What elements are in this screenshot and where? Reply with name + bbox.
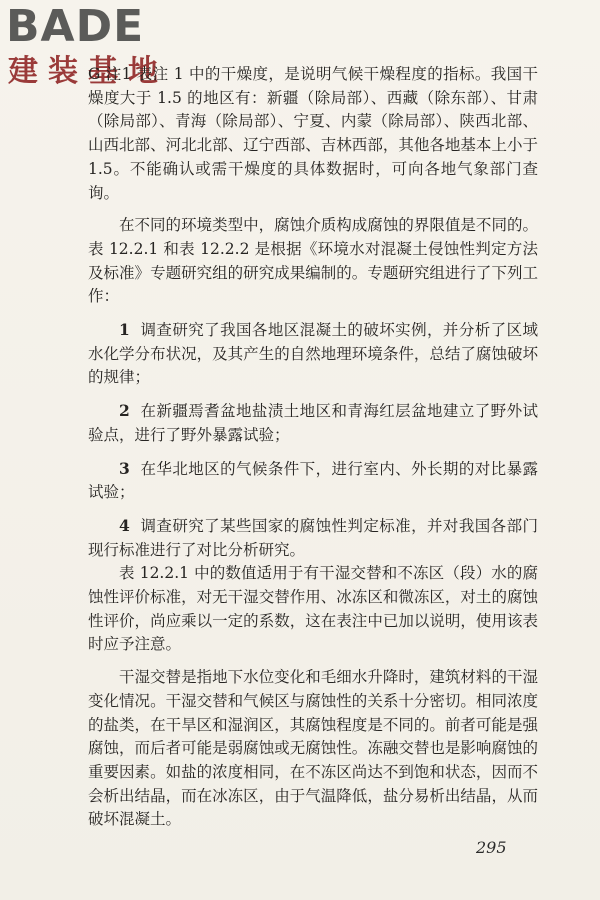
list-item: [88, 457, 538, 505]
logo-subtitle: 建装基地: [8, 54, 168, 89]
document-body: [88, 63, 538, 832]
item-text: 在华北地区的气候条件下，进行室内、外长期的对比暴露试验；: [88, 459, 538, 502]
item-text: 调查研究了我国各地区混凝土的破坏实例，并分析了区域水化学分布状况，及其产生的自然地理环境条件，总结了腐蚀破坏的规律；: [88, 321, 538, 387]
logo-wordmark: BADE: [6, 1, 145, 52]
list-item: [88, 514, 538, 562]
item-text: 在新疆焉耆盆地盐渍土地区和青海红层盆地建立了野外试验点，进行了野外暴露试验；: [88, 402, 538, 444]
paragraph-dryness-note: G 注1 表注 1 中的干燥度，是说明气候干燥程度的指标。我国干燥度大于 1.5 的地区有：新疆（除局部）、西藏（除东部）、甘肃（除局部）、青海（除局部）、宁夏、内蒙（除局部）、陕西北部、山西北部、河北北部、辽宁西部、吉林西部，其他各地基本上小于 1.5。不能确认或需干燥度的具体数据时，可向各地气象部门查询。: [88, 65, 538, 202]
item-number: 2: [119, 401, 130, 421]
item-number: 1: [119, 320, 130, 340]
item-number: 3: [119, 458, 130, 478]
list-item: [88, 318, 538, 390]
item-text: 调查研究了某些国家的腐蚀性判定标准，并对我国各部门现行标准进行了对比分析研究。: [88, 516, 538, 559]
list-item: [88, 399, 538, 447]
item-number: 4: [119, 515, 130, 535]
paragraph-environment-types: 在不同的环境类型中，腐蚀介质构成腐蚀的界限值是不同的。表 12.2.1 和表 12.2.2 是根据《环境水对混凝土侵蚀性判定方法及标准》专题研究组的研究成果编制的。专题研究组进行了下列工作：: [88, 216, 538, 306]
paragraph-wet-dry-cycles: 干湿交替是指地下水位变化和毛细水升降时，建筑材料的干湿变化情况。干湿交替和气候区与腐蚀性的关系十分密切。相同浓度的盐类，在干旱区和湿润区，其腐蚀程度是不同的。前者可能是强腐蚀，而后者可能是弱腐蚀或无腐蚀性。冻融交替也是影响腐蚀的重要因素。如盐的浓度相同，在不冻区尚达不到饱和状态，因而不会析出结晶，而在冰冻区，由于气温降低，盐分易析出结晶，从而破坏混凝土。: [88, 668, 538, 829]
page-number: 295: [476, 838, 507, 857]
paragraph-table-applicability: 表 12.2.1 中的数值适用于有干湿交替和不冻区（段）水的腐蚀性评价标准，对无干湿交替作用、冰冻区和微冻区，对土的腐蚀性评价，尚应乘以一定的系数，这在表注中已加以说明，使用该表时应予注意。: [88, 564, 538, 654]
